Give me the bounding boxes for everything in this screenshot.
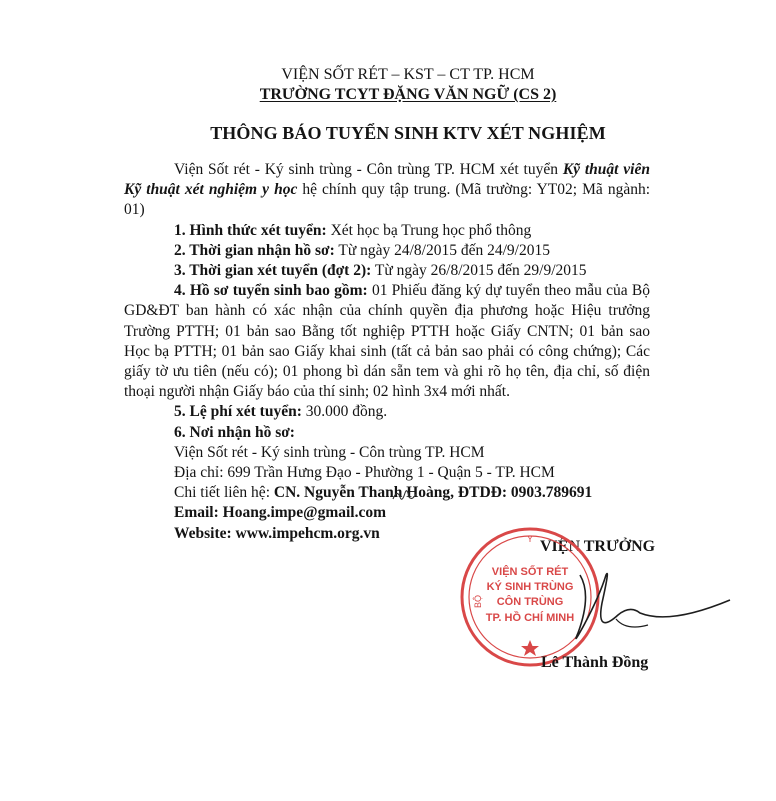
place-organization: Viện Sốt rét - Ký sinh trùng - Côn trùng TP. HCM [174,443,485,461]
review-period-label: 3. Thời gian xét tuyển (đợt 2): [174,262,372,280]
stamp-line-2: KÝ SINH TRÙNG [486,581,574,593]
website-line: Website: www.impehcm.org.vn [174,524,380,542]
email-line: Email: Hoang.impe@gmail.com [174,504,387,522]
signatory-name: Lê Thành Đồng [541,654,649,671]
item-dossier [124,281,650,402]
dossier-value: 01 Phiếu đăng ký dự tuyển theo mẫu của Bộ GD&ĐT ban hành có xác nhận của chính quyền địa phương hoặc Hiệu trưởng Trường PTTH; 01 bản sao Bằng tốt nghiệp PTTH hoặc Giấy CNTN; 01 bản sao Học bạ PTTH; 01 bản sao Giấy khai sinh (tất cả bản sao phải có công chứng); Các giấy tờ ưu tiên (nếu có); 01 phong bì dán sẵn tem và ghi rõ họ tên, địa chỉ, số điện thoại người nhận Giấy báo của thí sinh; 02 hình 3x4 mới nhất. [124,282,650,401]
review-period-value: Từ ngày 26/8/2015 đến 29/9/2015 [371,262,587,280]
admission-form-label: 1. Hình thức xét tuyển: [174,221,327,239]
fee-label: 5. Lệ phí xét tuyển: [174,403,302,421]
intro-tail: hệ chính quy tập trung. (Mã trường: YT02; Mã ngành: 01) [124,181,651,219]
item-admission-form [124,221,650,241]
handwritten-mark [391,485,421,505]
contact-value: CN. Nguyễn Thanh Hoàng, ĐTDĐ: 0903.789691 [273,484,593,502]
stamp-line-3: CÔN TRÙNG [496,596,564,608]
contact-label: Chi tiết liên hệ: [174,484,274,502]
document-title: THÔNG BÁO TUYỂN SINH KTV XÉT NGHIỆM [210,123,606,143]
place-address: Địa chỉ: 699 Trần Hưng Đạo - Phường 1 - Quận 5 - TP. HCM [174,464,555,482]
stamp-line-4: TP. HỒ CHÍ MINH [485,612,575,624]
admission-form-value: Xét học bạ Trung học phổ thông [326,221,532,239]
item-review-period [124,261,650,281]
receive-period-value: Từ ngày 24/8/2015 đến 24/9/2015 [334,241,550,259]
contact-line [124,483,650,503]
fee-value: 30.000 đồng. [301,403,388,421]
school-header: TRƯỜNG TCYT ĐẶNG VĂN NGỮ (CS 2) [259,86,557,103]
handwritten-signature [520,555,740,665]
stamp-line-1: VIỆN SỐT RÉT [491,566,569,578]
stamp-top-text: Y [526,534,534,544]
stamp-side-text: BỘ [473,594,483,608]
intro-lead: Viện Sốt rét - Ký sinh trùng - Côn trùng TP. HCM xét tuyển [174,161,563,178]
program-name: Kỹ thuật viên Kỹ thuật xét nghiệm y học [124,161,650,199]
document-body [124,160,650,544]
intro-paragraph [124,160,650,221]
item-fee [124,402,650,422]
signatory-title: VIỆN TRƯỞNG [540,538,656,555]
item-place [124,423,650,443]
place-label: 6. Nơi nhận hồ sơ: [174,423,295,441]
item-receive-period [124,241,650,261]
dossier-label: 4. Hồ sơ tuyển sinh bao gồm: [174,282,368,300]
receive-period-label: 2. Thời gian nhận hồ sơ: [174,241,335,259]
institute-header: VIỆN SỐT RÉT – KST – CT TP. HCM [281,66,535,83]
